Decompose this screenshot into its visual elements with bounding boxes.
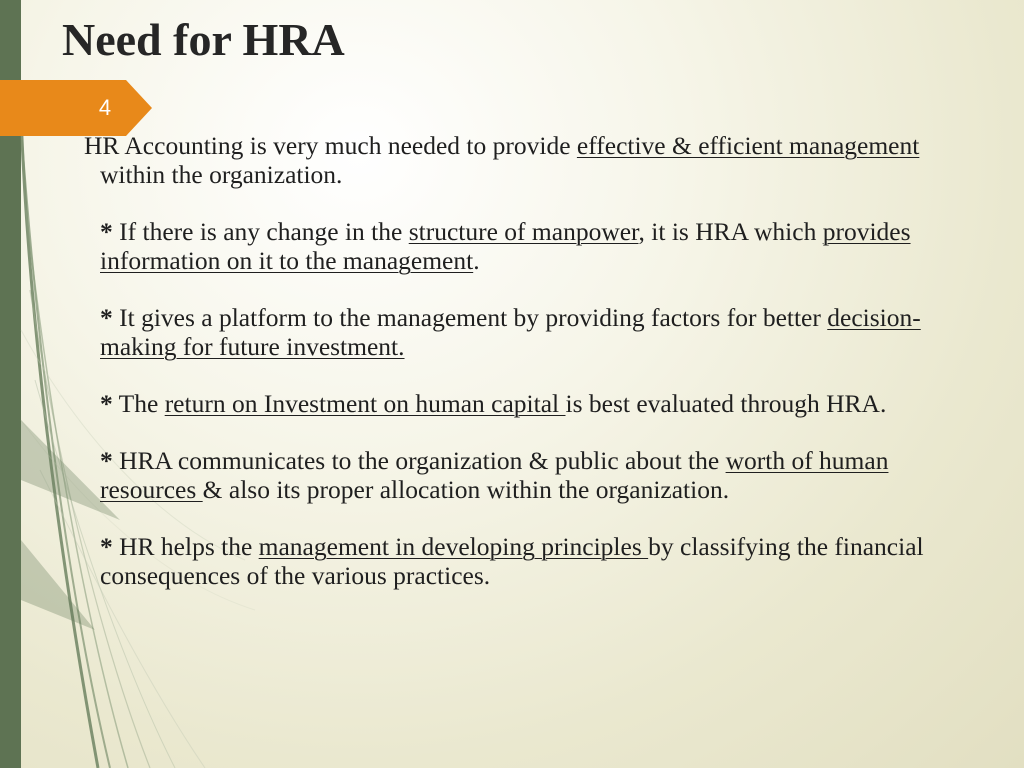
underlined-text: structure of manpower [408,217,639,246]
underlined-text: decision-making for future investment. [100,303,921,361]
text-segment: , it is HRA which [638,217,823,246]
slide-number-tab [0,80,152,136]
bullet-point [82,389,962,418]
text-segment: by classifying the financial consequences of the various practices. [100,532,924,590]
underlined-text: return on Investment on human capital [164,389,566,418]
bullet-star: * [100,217,113,246]
slide-number: 4 [98,95,112,120]
text-segment: It gives a platform to the management by providing factors for better [112,303,828,332]
underlined-text: worth of human resources [100,446,889,504]
slide-body [82,131,962,618]
bullet-point [82,532,962,590]
page-title: Need for HRA [62,14,345,65]
underlined-text: management in developing principles [258,532,649,561]
bullet-star: * [100,389,113,418]
text-segment: HR Accounting is very much needed to provide [84,131,577,160]
text-segment: If there is any change in the [112,217,409,246]
bullet-star: * [100,303,113,332]
text-segment: & also its proper allocation within the organization. [202,475,730,504]
text-segment: within the organization. [100,160,343,189]
underlined-text: effective & efficient management [576,131,920,160]
bullet-star: * [100,532,113,561]
text-segment: The [112,389,165,418]
intro-paragraph [82,131,962,189]
bullet-point [82,446,962,504]
text-segment: . [473,246,480,275]
bullet-star: * [100,446,113,475]
text-segment: HR helps the [112,532,259,561]
text-segment: is best evaluated through HRA. [565,389,887,418]
underlined-text: provides information on it to the management [100,217,911,275]
bullet-point [82,217,962,275]
bullet-point [82,303,962,361]
text-segment: HRA communicates to the organization & public about the [112,446,726,475]
